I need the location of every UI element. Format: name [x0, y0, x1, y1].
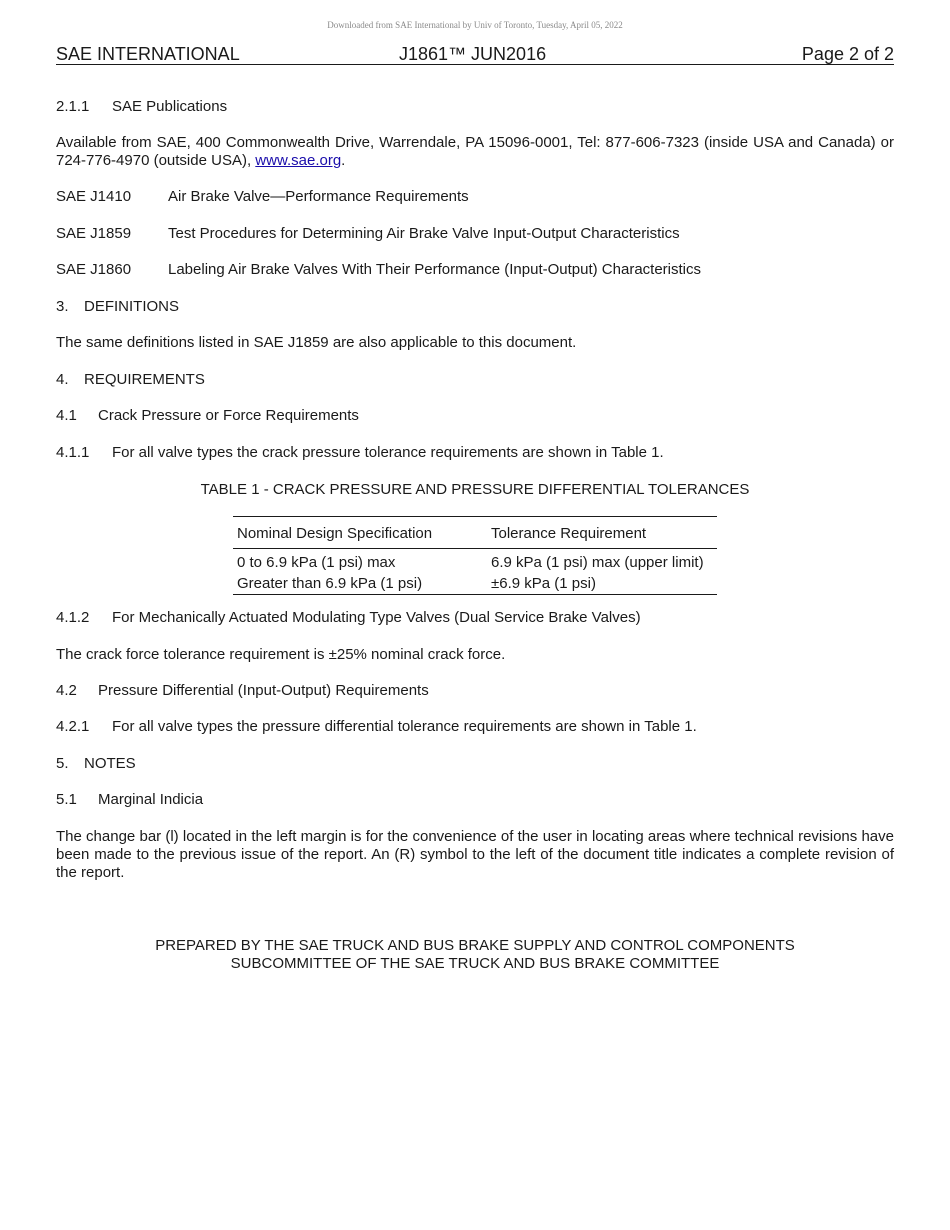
availability-period: . [341, 152, 346, 169]
table-row [233, 549, 717, 574]
tolerance-table [233, 516, 717, 595]
table-row [233, 573, 717, 595]
definitions-paragraph: The same definitions listed in SAE J1859 are also applicable to this document. [56, 334, 577, 351]
section-title: Pressure Differential (Input-Output) Requirements [98, 682, 429, 699]
table-cell: Greater than 6.9 kPa (1 psi) [237, 574, 423, 592]
section-4-1-1-heading [56, 444, 894, 462]
section-title: Marginal Indicia [98, 791, 204, 808]
section-title: DEFINITIONS [84, 298, 180, 315]
download-watermark: Downloaded from SAE International by Univ of Toronto, Tuesday, April 05, 2022 [327, 20, 623, 30]
table-cell: 0 to 6.9 kPa (1 psi) max [237, 553, 396, 571]
table-header-row [233, 517, 717, 549]
availability-paragraph [56, 134, 894, 170]
section-2-1-1-heading [56, 98, 894, 116]
section-4-2-heading [56, 682, 894, 700]
crack-force-paragraph: The crack force tolerance requirement is ±25% nominal crack force. [56, 646, 506, 663]
reference-code: SAE J1859 [56, 225, 132, 242]
column-header: Nominal Design Specification [233, 517, 487, 549]
prepared-by-statement [0, 937, 950, 973]
section-number: 5.1 [56, 791, 77, 808]
reference-title: Labeling Air Brake Valves With Their Performance (Input-Output) Characteristics [168, 261, 701, 278]
reference-code: SAE J1410 [56, 188, 132, 205]
section-title: REQUIREMENTS [84, 371, 205, 388]
sae-website-link[interactable]: www.sae.org [255, 152, 342, 169]
section-4-1-2-heading [56, 609, 894, 627]
table-1-caption: TABLE 1 - CRACK PRESSURE AND PRESSURE DIFFERENTIAL TOLERANCES [200, 481, 750, 498]
section-title: NOTES [84, 755, 136, 772]
header-org: SAE INTERNATIONAL [56, 44, 240, 64]
table-cell: 6.9 kPa (1 psi) max (upper limit) [491, 553, 704, 571]
table-cell: ±6.9 kPa (1 psi) [491, 574, 596, 592]
reference-title: Test Procedures for Determining Air Brake Valve Input-Output Characteristics [168, 225, 680, 242]
section-number: 4.2.1 [56, 718, 90, 735]
prepared-by-line: SUBCOMMITTEE OF THE SAE TRUCK AND BUS BRAKE COMMITTEE [230, 955, 720, 972]
section-number: 2.1.1 [56, 98, 90, 115]
section-title: For all valve types the crack pressure tolerance requirements are shown in Table 1. [112, 444, 664, 461]
section-5-1-heading [56, 791, 894, 809]
section-number: 4. [56, 371, 69, 388]
section-4-heading [56, 371, 894, 389]
page-header [56, 44, 894, 65]
reference-title: Air Brake Valve—Performance Requirements [168, 188, 469, 205]
section-number: 4.2 [56, 682, 77, 699]
section-title: SAE Publications [112, 98, 228, 115]
section-title: For all valve types the pressure differential tolerance requirements are shown in Table 1. [112, 718, 697, 735]
section-number: 3. [56, 298, 69, 315]
availability-text: Available from SAE, 400 Commonwealth Drive, Warrendale, PA 15096-0001, Tel: 877-606-7323 (inside USA and Canada) or 724-776-4970 (outside USA), [56, 134, 894, 169]
section-number: 4.1.1 [56, 444, 90, 461]
section-title: For Mechanically Actuated Modulating Type Valves (Dual Service Brake Valves) [112, 609, 641, 626]
section-number: 4.1 [56, 407, 77, 424]
section-4-1-heading [56, 407, 894, 425]
header-doc-id: J1861™ JUN2016 [399, 44, 547, 64]
section-4-2-1-heading [56, 718, 894, 736]
marginal-indicia-paragraph: The change bar (l) located in the left margin is for the convenience of the user in locating areas where technical revisions have been made to the previous issue of the report. An (R) symbol to the left of the document title indicates a complete revision of the report. [56, 828, 894, 881]
reference-code: SAE J1860 [56, 261, 132, 278]
section-5-heading [56, 755, 894, 773]
column-header: Tolerance Requirement [487, 517, 717, 549]
header-page-number: Page 2 of 2 [801, 44, 894, 64]
section-number: 4.1.2 [56, 609, 90, 626]
section-number: 5. [56, 755, 69, 772]
section-title: Crack Pressure or Force Requirements [98, 407, 359, 424]
section-3-heading [56, 298, 894, 316]
prepared-by-line: PREPARED BY THE SAE TRUCK AND BUS BRAKE SUPPLY AND CONTROL COMPONENTS [155, 937, 795, 954]
